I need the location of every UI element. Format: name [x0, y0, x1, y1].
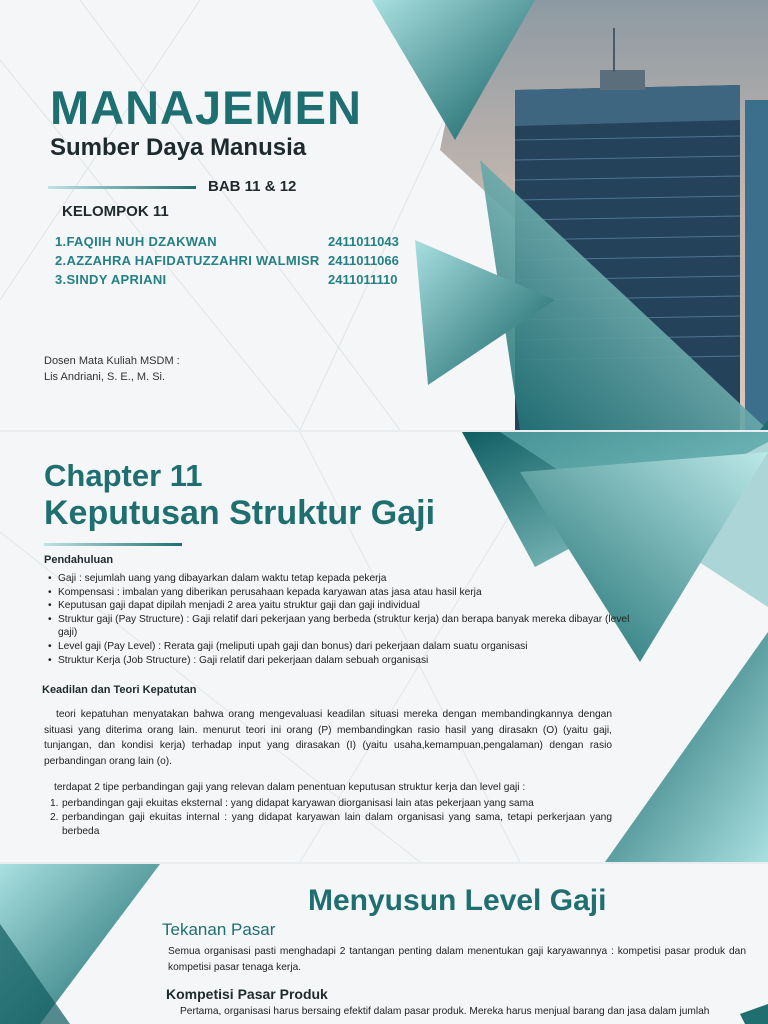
lecturer-name: Lis Andriani, S. E., M. Si. [44, 371, 166, 383]
list-number: 1. [50, 798, 59, 809]
group-label: KELOMPOK 11 [62, 203, 169, 220]
chapter-number: Chapter 11 [44, 458, 203, 493]
intro-heading: Pendahuluan [44, 554, 114, 566]
chapter-title: Keputusan Struktur Gaji [44, 494, 436, 532]
member-nim: 2411011066 [328, 253, 399, 268]
list-item: • Struktur Kerja (Job Structure) : Gaji relatif dari pekerjaan dalam sebuah organisasi [46, 654, 646, 668]
chapter-label: BAB 11 & 12 [208, 178, 297, 195]
divider-line [48, 186, 196, 189]
member-name: 1.FAQIIH NUH DZAKWAN [55, 234, 217, 249]
cover-title: MANAJEMEN [50, 81, 362, 134]
list-item [50, 811, 612, 839]
cover-subtitle: Sumber Daya Manusia [50, 134, 307, 161]
level-heading: Kompetisi Pasar Produk [166, 986, 328, 1002]
comparison-intro: terdapat 2 tipe perbandingan gaji yang relevan dalam penentuan keputusan struktur kerja dan level gaji : [54, 782, 526, 793]
member-name: 2.AZZAHRA HAFIDATUZZAHRI WALMISR [55, 253, 320, 268]
list-number: 2. [50, 811, 59, 823]
cover-slide [0, 0, 768, 430]
list-text: perbandingan gaji ekuitas eksternal : yang didapat karyawan diorganisasi lain atas pekerjaan yang sama [62, 798, 534, 809]
list-item: • Level gaji (Pay Level) : Rerata gaji (meliputi upah gaji dan bonus) dari pekerjaan dalam suatu organisasi [46, 640, 646, 654]
member-name: 3.SINDY APRIANI [55, 272, 167, 287]
comparison-list [50, 797, 612, 838]
list-item: • Struktur gaji (Pay Structure) : Gaji relatif dari pekerjaan yang berbeda (struktur kerja) dan berapa banyak mereka dibayar (level gaji) [46, 613, 646, 640]
level-slide [0, 864, 768, 1024]
list-item: • Keputusan gaji dapat dipilah menjadi 2 area yaitu struktur gaji dan gaji individual [46, 599, 646, 613]
lecturer-label: Dosen Mata Kuliah MSDM : [44, 355, 180, 367]
list-item: • Gaji : sejumlah uang yang dibayarkan dalam waktu tetap kepada pekerja [46, 572, 646, 586]
lecturer-info [44, 353, 180, 385]
chapter11-slide [0, 432, 768, 862]
level-subtitle: Tekanan Pasar [162, 920, 276, 939]
level-paragraph-2: Pertama, organisasi harus bersaing efektif dalam pasar produk. Mereka harus menjual barang dan jasa dalam jumlah [180, 1006, 710, 1017]
list-item [50, 797, 612, 811]
fairness-paragraph: teori kepatuhan menyatakan bahwa orang mengevaluasi keadilan situasi mereka dengan membandingkannya dengan situasi yang diterima orang lain. menurut teori ini orang (P) membandingkan rasio hasil yang dirasakn (O) (yaitu gaji, tunjangan, dan kondisi kerja) terhadap input yang dirasakan (I) (yaitu usaha,kemampuan,pengalaman) dengan rasio perbandingan orang lain (o). [44, 709, 612, 767]
level-title: Menyusun Level Gaji [308, 884, 607, 917]
intro-bullet-list [46, 572, 646, 667]
list-text: perbandingan gaji ekuitas internal : yang didapat karyawan lain dalam organisasi yang sama, tetapi perkerjaan yang berbeda [62, 811, 612, 837]
divider-line [44, 543, 182, 546]
member-nim: 2411011110 [328, 272, 398, 287]
level-paragraph: Semua organisasi pasti menghadapi 2 tantangan penting dalam menentukan gaji karyawannya : kompetisi pasar produk dan kompetisi pasar tenaga kerja. [168, 946, 746, 973]
list-item: • Kompensasi : imbalan yang diberikan perusahaan kepada karyawan atas jasa atau hasil kerja [46, 586, 646, 600]
fairness-heading: Keadilan dan Teori Kepatutan [42, 684, 197, 696]
member-nim: 2411011043 [328, 234, 399, 249]
